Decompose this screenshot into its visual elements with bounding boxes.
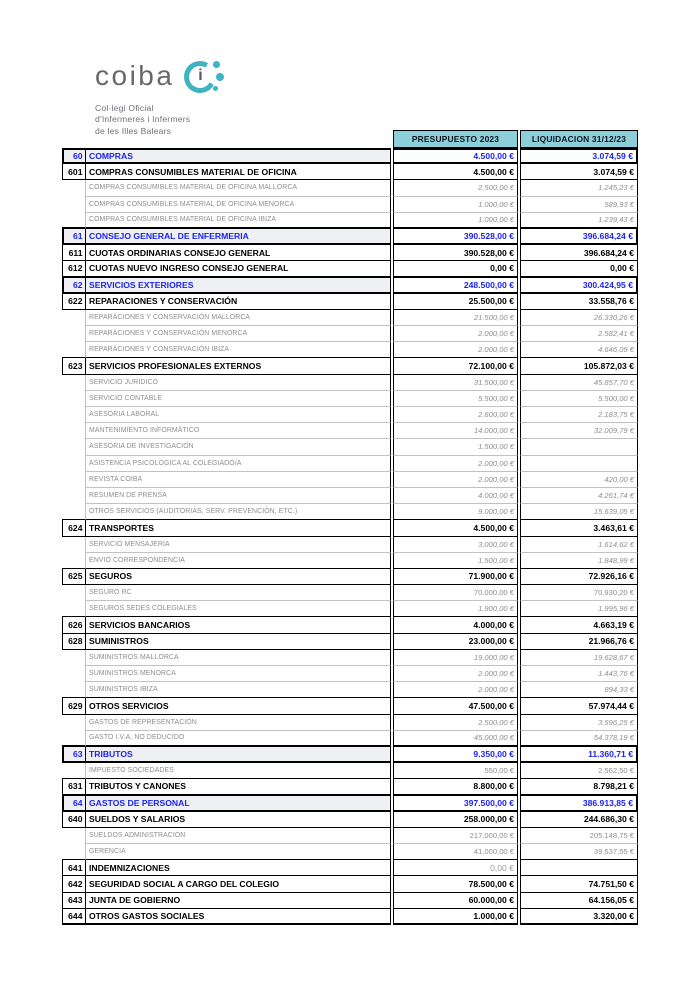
row-label: SERVICIOS BANCARIOS [85, 617, 391, 633]
logo-dot-middle [216, 73, 224, 81]
row-code [62, 407, 85, 423]
row-code: 644 [62, 909, 85, 925]
row-code: 625 [62, 569, 85, 585]
row-liquidacion-value: 74.751,50 € [520, 876, 638, 892]
table-row [62, 278, 638, 294]
row-presupuesto-value: 2.000,00 € [393, 666, 518, 682]
row-presupuesto-value: 60.000,00 € [393, 893, 518, 909]
row-code: 629 [62, 698, 85, 714]
table-row [62, 164, 638, 180]
table-row [62, 375, 638, 391]
row-liquidacion-value [520, 456, 638, 472]
row-code [62, 715, 85, 731]
row-liquidacion-value: 2.562,50 € [520, 763, 638, 779]
row-code [62, 391, 85, 407]
table-row [62, 326, 638, 342]
row-presupuesto-value: 0,00 € [393, 261, 518, 277]
row-liquidacion-value: 3.463,61 € [520, 520, 638, 536]
row-label: OTROS SERVICIOS [85, 698, 391, 714]
brand-name: coiba [95, 60, 175, 91]
row-liquidacion-value: 8.798,21 € [520, 779, 638, 795]
row-code [62, 601, 85, 617]
row-label: SUMINISTROS MENORCA [85, 666, 391, 682]
row-code [62, 682, 85, 698]
table-row [62, 731, 638, 747]
table-row [62, 876, 638, 892]
row-label: TRANSPORTES [85, 520, 391, 536]
table-row [62, 617, 638, 633]
row-code [62, 537, 85, 553]
row-liquidacion-value: 1.614,62 € [520, 537, 638, 553]
row-liquidacion-value: 1.239,43 € [520, 213, 638, 229]
column-header-liquidacion: LIQUIDACION 31/12/23 [520, 130, 638, 148]
row-liquidacion-value: 894,33 € [520, 682, 638, 698]
row-presupuesto-value: 21.500,00 € [393, 310, 518, 326]
table-row [62, 294, 638, 310]
row-label: SERVICIOS PROFESIONALES EXTERNOS [85, 358, 391, 374]
row-presupuesto-value: 390.528,00 € [393, 245, 518, 261]
row-liquidacion-value: 2.183,75 € [520, 407, 638, 423]
budget-table [62, 130, 638, 925]
row-code: 63 [62, 747, 85, 763]
table-row [62, 537, 638, 553]
table-row [62, 779, 638, 795]
row-presupuesto-value: 25.500,00 € [393, 294, 518, 310]
row-code [62, 326, 85, 342]
row-label: REPARACIONES Y CONSERVACIÓN [85, 294, 391, 310]
row-liquidacion-value: 386.913,85 € [520, 796, 638, 812]
row-liquidacion-value: 26.330,26 € [520, 310, 638, 326]
row-code [62, 828, 85, 844]
row-label: COMPRAS CONSUMIBLES MATERIAL DE OFICINA MALLORCA [85, 180, 391, 196]
table-row [62, 213, 638, 229]
row-presupuesto-value: 1.900,00 € [393, 601, 518, 617]
row-liquidacion-value: 72.926,16 € [520, 569, 638, 585]
row-presupuesto-value: 258.000,00 € [393, 812, 518, 828]
row-presupuesto-value: 1.500,00 € [393, 439, 518, 455]
logo-dot-bottom [213, 86, 218, 91]
table-row [62, 666, 638, 682]
row-liquidacion-value: 3.596,25 € [520, 715, 638, 731]
row-liquidacion-value: 1.995,96 € [520, 601, 638, 617]
table-row [62, 763, 638, 779]
table-row [62, 407, 638, 423]
row-presupuesto-value: 4.500,00 € [393, 164, 518, 180]
row-liquidacion-value: 57.974,44 € [520, 698, 638, 714]
row-label: SEGURO RC [85, 585, 391, 601]
row-code: 622 [62, 294, 85, 310]
row-liquidacion-value: 0,00 € [520, 261, 638, 277]
row-liquidacion-value: 33.558,76 € [520, 294, 638, 310]
row-code [62, 472, 85, 488]
table-row [62, 650, 638, 666]
tagline-line-2: d'Infermeres i Infermers [95, 114, 191, 125]
table-row [62, 909, 638, 925]
table-row [62, 634, 638, 650]
row-liquidacion-value: 589,93 € [520, 197, 638, 213]
row-presupuesto-value: 70.000,00 € [393, 585, 518, 601]
table-rows [62, 148, 638, 925]
row-label: SUMINISTROS [85, 634, 391, 650]
row-code [62, 197, 85, 213]
row-liquidacion-value: 64.156,05 € [520, 893, 638, 909]
row-label: GASTO I.V.A. NO DEDUCIDO [85, 731, 391, 747]
row-code [62, 844, 85, 860]
row-label: REPARACIONES Y CONSERVACIÓN MENORCA [85, 326, 391, 342]
row-presupuesto-value: 4.500,00 € [393, 520, 518, 536]
logo-row [95, 60, 224, 98]
row-label: OTROS SERVICIOS (AUDITORIAS, SERV. PREVENCIÓN, ETC.) [85, 504, 391, 520]
row-liquidacion-value: 300.424,95 € [520, 278, 638, 294]
coiba-logo-icon [184, 60, 224, 98]
row-label: SERVICIO JURIDICO [85, 375, 391, 391]
row-presupuesto-value: 8.800,00 € [393, 779, 518, 795]
row-label: ASISTENCIA PSICOLÓGICA AL COLEGIADO/A [85, 456, 391, 472]
table-row [62, 456, 638, 472]
row-presupuesto-value: 23.000,00 € [393, 634, 518, 650]
row-liquidacion-value: 39.537,55 € [520, 844, 638, 860]
row-code: 626 [62, 617, 85, 633]
table-row [62, 342, 638, 358]
row-liquidacion-value: 11.360,71 € [520, 747, 638, 763]
table-row [62, 229, 638, 245]
row-label: ASESORIA LABORAL [85, 407, 391, 423]
row-code [62, 456, 85, 472]
row-code [62, 488, 85, 504]
row-code: 641 [62, 860, 85, 876]
row-label: SEGUROS SEDES COLEGIALES [85, 601, 391, 617]
row-liquidacion-value [520, 860, 638, 876]
table-row [62, 844, 638, 860]
row-presupuesto-value: 248.500,00 € [393, 278, 518, 294]
row-presupuesto-value: 1.500,00 € [393, 553, 518, 569]
row-presupuesto-value: 47.500,00 € [393, 698, 518, 714]
row-presupuesto-value: 2.500,00 € [393, 715, 518, 731]
table-row [62, 197, 638, 213]
row-label: REPARACIONES Y CONSERVACIÓN IBIZA [85, 342, 391, 358]
row-code [62, 375, 85, 391]
row-code: 62 [62, 278, 85, 294]
row-presupuesto-value: 390.528,00 € [393, 229, 518, 245]
tagline-line-3: de les Illes Balears [95, 125, 172, 136]
table-row [62, 488, 638, 504]
table-row [62, 569, 638, 585]
row-label: CUOTAS NUEVO INGRESO CONSEJO GENERAL [85, 261, 391, 277]
row-presupuesto-value: 2.000,00 € [393, 326, 518, 342]
row-presupuesto-value: 2.500,00 € [393, 180, 518, 196]
logo-dot-top [213, 61, 220, 68]
row-label: COMPRAS CONSUMIBLES MATERIAL DE OFICINA MENORCA [85, 197, 391, 213]
row-presupuesto-value: 2.000,00 € [393, 342, 518, 358]
row-liquidacion-value: 2.582,41 € [520, 326, 638, 342]
tagline-line-1: Col·legi Oficial [95, 103, 154, 113]
table-row [62, 553, 638, 569]
row-code: 628 [62, 634, 85, 650]
row-presupuesto-value: 31.500,00 € [393, 375, 518, 391]
row-code [62, 731, 85, 747]
row-presupuesto-value: 9.000,00 € [393, 504, 518, 520]
row-presupuesto-value: 4.500,00 € [393, 148, 518, 164]
row-label: RESUMEN DE PRENSA [85, 488, 391, 504]
row-code: 623 [62, 358, 85, 374]
row-code [62, 763, 85, 779]
row-liquidacion-value: 396.684,24 € [520, 229, 638, 245]
row-liquidacion-value: 4.261,74 € [520, 488, 638, 504]
row-liquidacion-value: 19.628,67 € [520, 650, 638, 666]
row-code: 64 [62, 796, 85, 812]
row-presupuesto-value: 4.000,00 € [393, 488, 518, 504]
coiba-logo [95, 60, 224, 137]
row-label: REVISTA COIBA [85, 472, 391, 488]
row-code [62, 553, 85, 569]
row-label: COMPRAS [85, 148, 391, 164]
row-code [62, 180, 85, 196]
table-row [62, 148, 638, 164]
row-presupuesto-value: 2.600,00 € [393, 407, 518, 423]
row-code: 601 [62, 164, 85, 180]
row-liquidacion-value: 205.148,75 € [520, 828, 638, 844]
row-label: SUMINISTROS MALLORCA [85, 650, 391, 666]
row-label: OTROS GASTOS SOCIALES [85, 909, 391, 925]
row-liquidacion-value: 396.684,24 € [520, 245, 638, 261]
table-row [62, 261, 638, 277]
row-code: 612 [62, 261, 85, 277]
table-row [62, 796, 638, 812]
row-label: CONSEJO GENERAL DE ENFERMERIA [85, 229, 391, 245]
row-label: GERENCIA [85, 844, 391, 860]
row-presupuesto-value: 1.000,00 € [393, 213, 518, 229]
row-label: COMPRAS CONSUMIBLES MATERIAL DE OFICINA [85, 164, 391, 180]
row-presupuesto-value: 550,00 € [393, 763, 518, 779]
row-presupuesto-value: 78.500,00 € [393, 876, 518, 892]
row-code [62, 585, 85, 601]
row-label: ASESORIA DE INVESTIGACIÓN [85, 439, 391, 455]
row-presupuesto-value: 1.000,00 € [393, 909, 518, 925]
table-row [62, 504, 638, 520]
row-label: COMPRAS CONSUMIBLES MATERIAL DE OFICINA IBIZA [85, 213, 391, 229]
table-row [62, 812, 638, 828]
row-code [62, 342, 85, 358]
row-liquidacion-value: 3.074,59 € [520, 164, 638, 180]
row-code [62, 439, 85, 455]
table-row [62, 358, 638, 374]
table-row [62, 245, 638, 261]
row-label: GASTOS DE PERSONAL [85, 796, 391, 812]
row-liquidacion-value: 1.848,99 € [520, 553, 638, 569]
row-code: 61 [62, 229, 85, 245]
row-code: 60 [62, 148, 85, 164]
row-label: SEGURIDAD SOCIAL A CARGO DEL COLEGIO [85, 876, 391, 892]
table-row [62, 698, 638, 714]
row-label: INDEMNIZACIONES [85, 860, 391, 876]
row-label: IMPUESTO SOCIEDADES [85, 763, 391, 779]
row-presupuesto-value: 19.000,00 € [393, 650, 518, 666]
table-row [62, 747, 638, 763]
row-presupuesto-value: 0,00 € [393, 860, 518, 876]
row-code [62, 423, 85, 439]
row-code: 631 [62, 779, 85, 795]
row-label: TRIBUTOS Y CANONES [85, 779, 391, 795]
table-row [62, 715, 638, 731]
row-liquidacion-value: 3.320,00 € [520, 909, 638, 925]
table-row [62, 860, 638, 876]
row-presupuesto-value: 41.000,00 € [393, 844, 518, 860]
row-liquidacion-value: 54.378,19 € [520, 731, 638, 747]
row-liquidacion-value: 21.966,76 € [520, 634, 638, 650]
row-presupuesto-value: 9.350,00 € [393, 747, 518, 763]
row-code [62, 666, 85, 682]
row-label: MANTENIMIENTO INFORMÁTICO [85, 423, 391, 439]
row-label: SERVICIO MENSAJERIA [85, 537, 391, 553]
table-row [62, 601, 638, 617]
row-liquidacion-value: 244.686,30 € [520, 812, 638, 828]
table-row [62, 828, 638, 844]
table-row [62, 472, 638, 488]
row-liquidacion-value: 4.663,19 € [520, 617, 638, 633]
row-label: SEGUROS [85, 569, 391, 585]
row-liquidacion-value: 70.930,20 € [520, 585, 638, 601]
column-header-presupuesto: PRESUPUESTO 2023 [393, 130, 518, 148]
row-liquidacion-value: 420,00 € [520, 472, 638, 488]
row-presupuesto-value: 217.000,00 € [393, 828, 518, 844]
logo-letter-i: i [198, 67, 203, 84]
row-label: SUELDOS Y SALARIOS [85, 812, 391, 828]
row-liquidacion-value: 45.857,70 € [520, 375, 638, 391]
row-liquidacion-value: 5.500,00 € [520, 391, 638, 407]
row-liquidacion-value: 4.646,09 € [520, 342, 638, 358]
table-row [62, 310, 638, 326]
table-row [62, 893, 638, 909]
row-presupuesto-value: 14.000,00 € [393, 423, 518, 439]
row-presupuesto-value: 3.000,00 € [393, 537, 518, 553]
table-row [62, 520, 638, 536]
row-code [62, 504, 85, 520]
row-liquidacion-value: 1.245,23 € [520, 180, 638, 196]
table-row [62, 180, 638, 196]
row-code: 642 [62, 876, 85, 892]
row-label: CUOTAS ORDINARIAS CONSEJO GENERAL [85, 245, 391, 261]
row-presupuesto-value: 72.100,00 € [393, 358, 518, 374]
row-code [62, 310, 85, 326]
row-label: SUMINISTROS IBIZA [85, 682, 391, 698]
row-liquidacion-value: 1.443,76 € [520, 666, 638, 682]
row-label: GASTOS DE REPRESENTACIÓN [85, 715, 391, 731]
table-row [62, 423, 638, 439]
row-liquidacion-value: 32.009,79 € [520, 423, 638, 439]
row-presupuesto-value: 1.000,00 € [393, 197, 518, 213]
row-label: REPARACIONES Y CONSERVACIÓN MALLORCA [85, 310, 391, 326]
row-code: 611 [62, 245, 85, 261]
table-header [393, 130, 638, 148]
row-presupuesto-value: 2.000,00 € [393, 472, 518, 488]
row-liquidacion-value: 15.639,05 € [520, 504, 638, 520]
row-code: 640 [62, 812, 85, 828]
row-label: ENVIO CORRESPONDENCIA [85, 553, 391, 569]
row-presupuesto-value: 5.500,00 € [393, 391, 518, 407]
row-liquidacion-value: 3.074,59 € [520, 148, 638, 164]
row-code: 624 [62, 520, 85, 536]
row-presupuesto-value: 397.500,00 € [393, 796, 518, 812]
table-row [62, 439, 638, 455]
row-label: SERVICIOS EXTERIORES [85, 278, 391, 294]
table-row [62, 391, 638, 407]
row-label: SUELDOS ADMINISTRACIÓN [85, 828, 391, 844]
row-presupuesto-value: 2.000,00 € [393, 682, 518, 698]
row-code: 643 [62, 893, 85, 909]
row-code [62, 213, 85, 229]
row-code [62, 650, 85, 666]
row-presupuesto-value: 4.000,00 € [393, 617, 518, 633]
row-liquidacion-value [520, 439, 638, 455]
table-row [62, 682, 638, 698]
row-presupuesto-value: 45.000,00 € [393, 731, 518, 747]
row-label: JUNTA DE GOBIERNO [85, 893, 391, 909]
table-row [62, 585, 638, 601]
row-label: SERVICIO CONTABLE [85, 391, 391, 407]
row-presupuesto-value: 71.900,00 € [393, 569, 518, 585]
row-label: TRIBUTOS [85, 747, 391, 763]
row-presupuesto-value: 2.000,00 € [393, 456, 518, 472]
row-liquidacion-value: 105.872,03 € [520, 358, 638, 374]
